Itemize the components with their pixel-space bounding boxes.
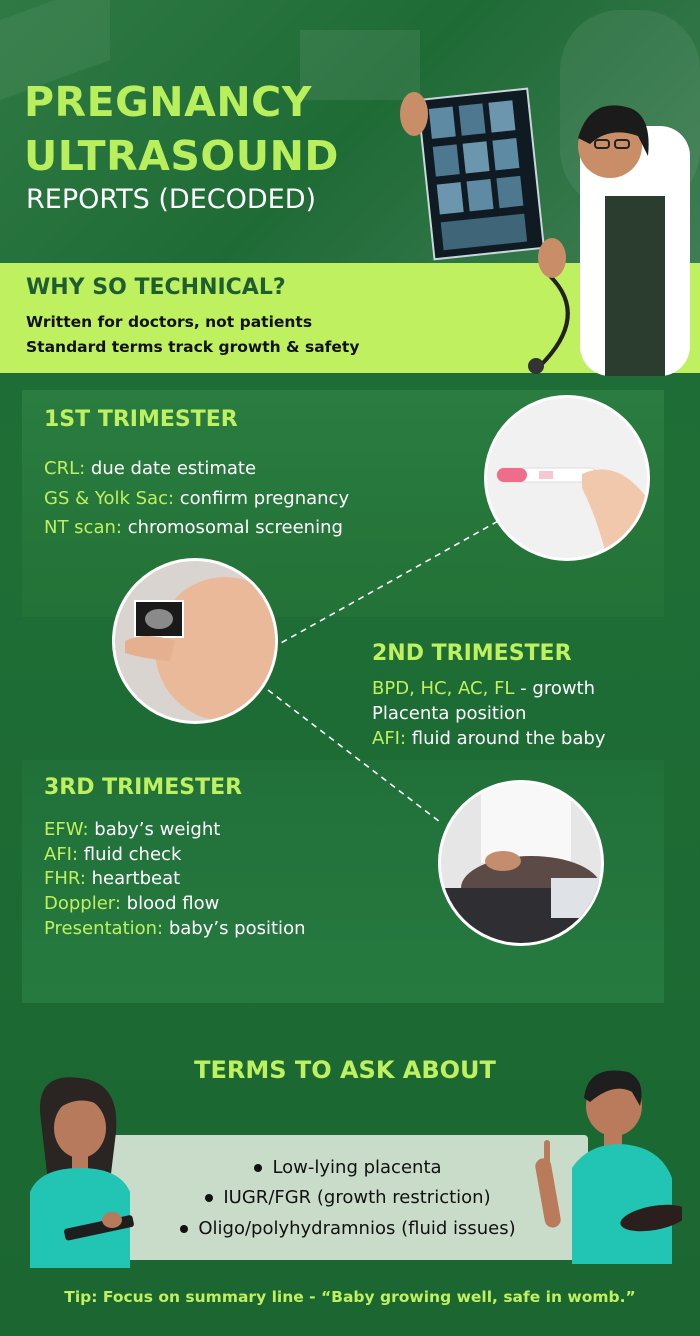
trimester-2-item: Placenta position bbox=[372, 703, 527, 724]
terms-item: Low-lying placenta bbox=[108, 1157, 588, 1178]
why-title: WHY SO TECHNICAL? bbox=[26, 275, 286, 300]
trimester-3-title: 3RD TRIMESTER bbox=[44, 775, 243, 800]
belly-ultrasound-photo bbox=[112, 558, 278, 724]
trimester-1-item: GS & Yolk Sac: confirm pregnancy bbox=[44, 488, 350, 509]
terms-title: TERMS TO ASK ABOUT bbox=[194, 1056, 496, 1084]
title-line-1: PREGNANCY bbox=[24, 78, 312, 126]
bullet-icon bbox=[180, 1225, 188, 1233]
bullet-icon bbox=[254, 1164, 262, 1172]
man-pointing-illustration bbox=[534, 1068, 682, 1264]
trimester-3-item: EFW: baby’s weight bbox=[44, 819, 221, 840]
bullet-icon bbox=[205, 1194, 213, 1202]
why-line-1: Written for doctors, not patients bbox=[26, 313, 313, 331]
doctor-exam-photo bbox=[438, 780, 604, 946]
trimester-1-item: CRL: due date estimate bbox=[44, 458, 257, 479]
title-line-2: ULTRASOUND bbox=[24, 132, 339, 180]
trimester-3-item: Doppler: blood flow bbox=[44, 893, 220, 914]
trimester-2-title: 2ND TRIMESTER bbox=[372, 641, 572, 666]
trimester-3-item: AFI: fluid check bbox=[44, 844, 182, 865]
woman-writing-illustration bbox=[20, 1072, 140, 1268]
tip-text: Tip: Focus on summary line - “Baby growing well, safe in womb.” bbox=[64, 1288, 636, 1306]
terms-item: IUGR/FGR (growth restriction) bbox=[108, 1187, 588, 1208]
trimester-2-item: AFI: fluid around the baby bbox=[372, 728, 606, 749]
title-line-3: REPORTS (DECODED) bbox=[26, 184, 317, 215]
trimester-2-item: BPD, HC, AC, FL - growth bbox=[372, 678, 596, 699]
trimester-3-item: Presentation: baby’s position bbox=[44, 918, 306, 939]
trimester-1-item: NT scan: chromosomal screening bbox=[44, 517, 343, 538]
why-line-2: Standard terms track growth & safety bbox=[26, 338, 360, 356]
trimester-3-item: FHR: heartbeat bbox=[44, 868, 181, 889]
pregnancy-test-photo bbox=[484, 395, 650, 561]
terms-item: Oligo/polyhydramnios (fluid issues) bbox=[108, 1218, 588, 1239]
trimester-1-title: 1ST TRIMESTER bbox=[44, 407, 238, 432]
